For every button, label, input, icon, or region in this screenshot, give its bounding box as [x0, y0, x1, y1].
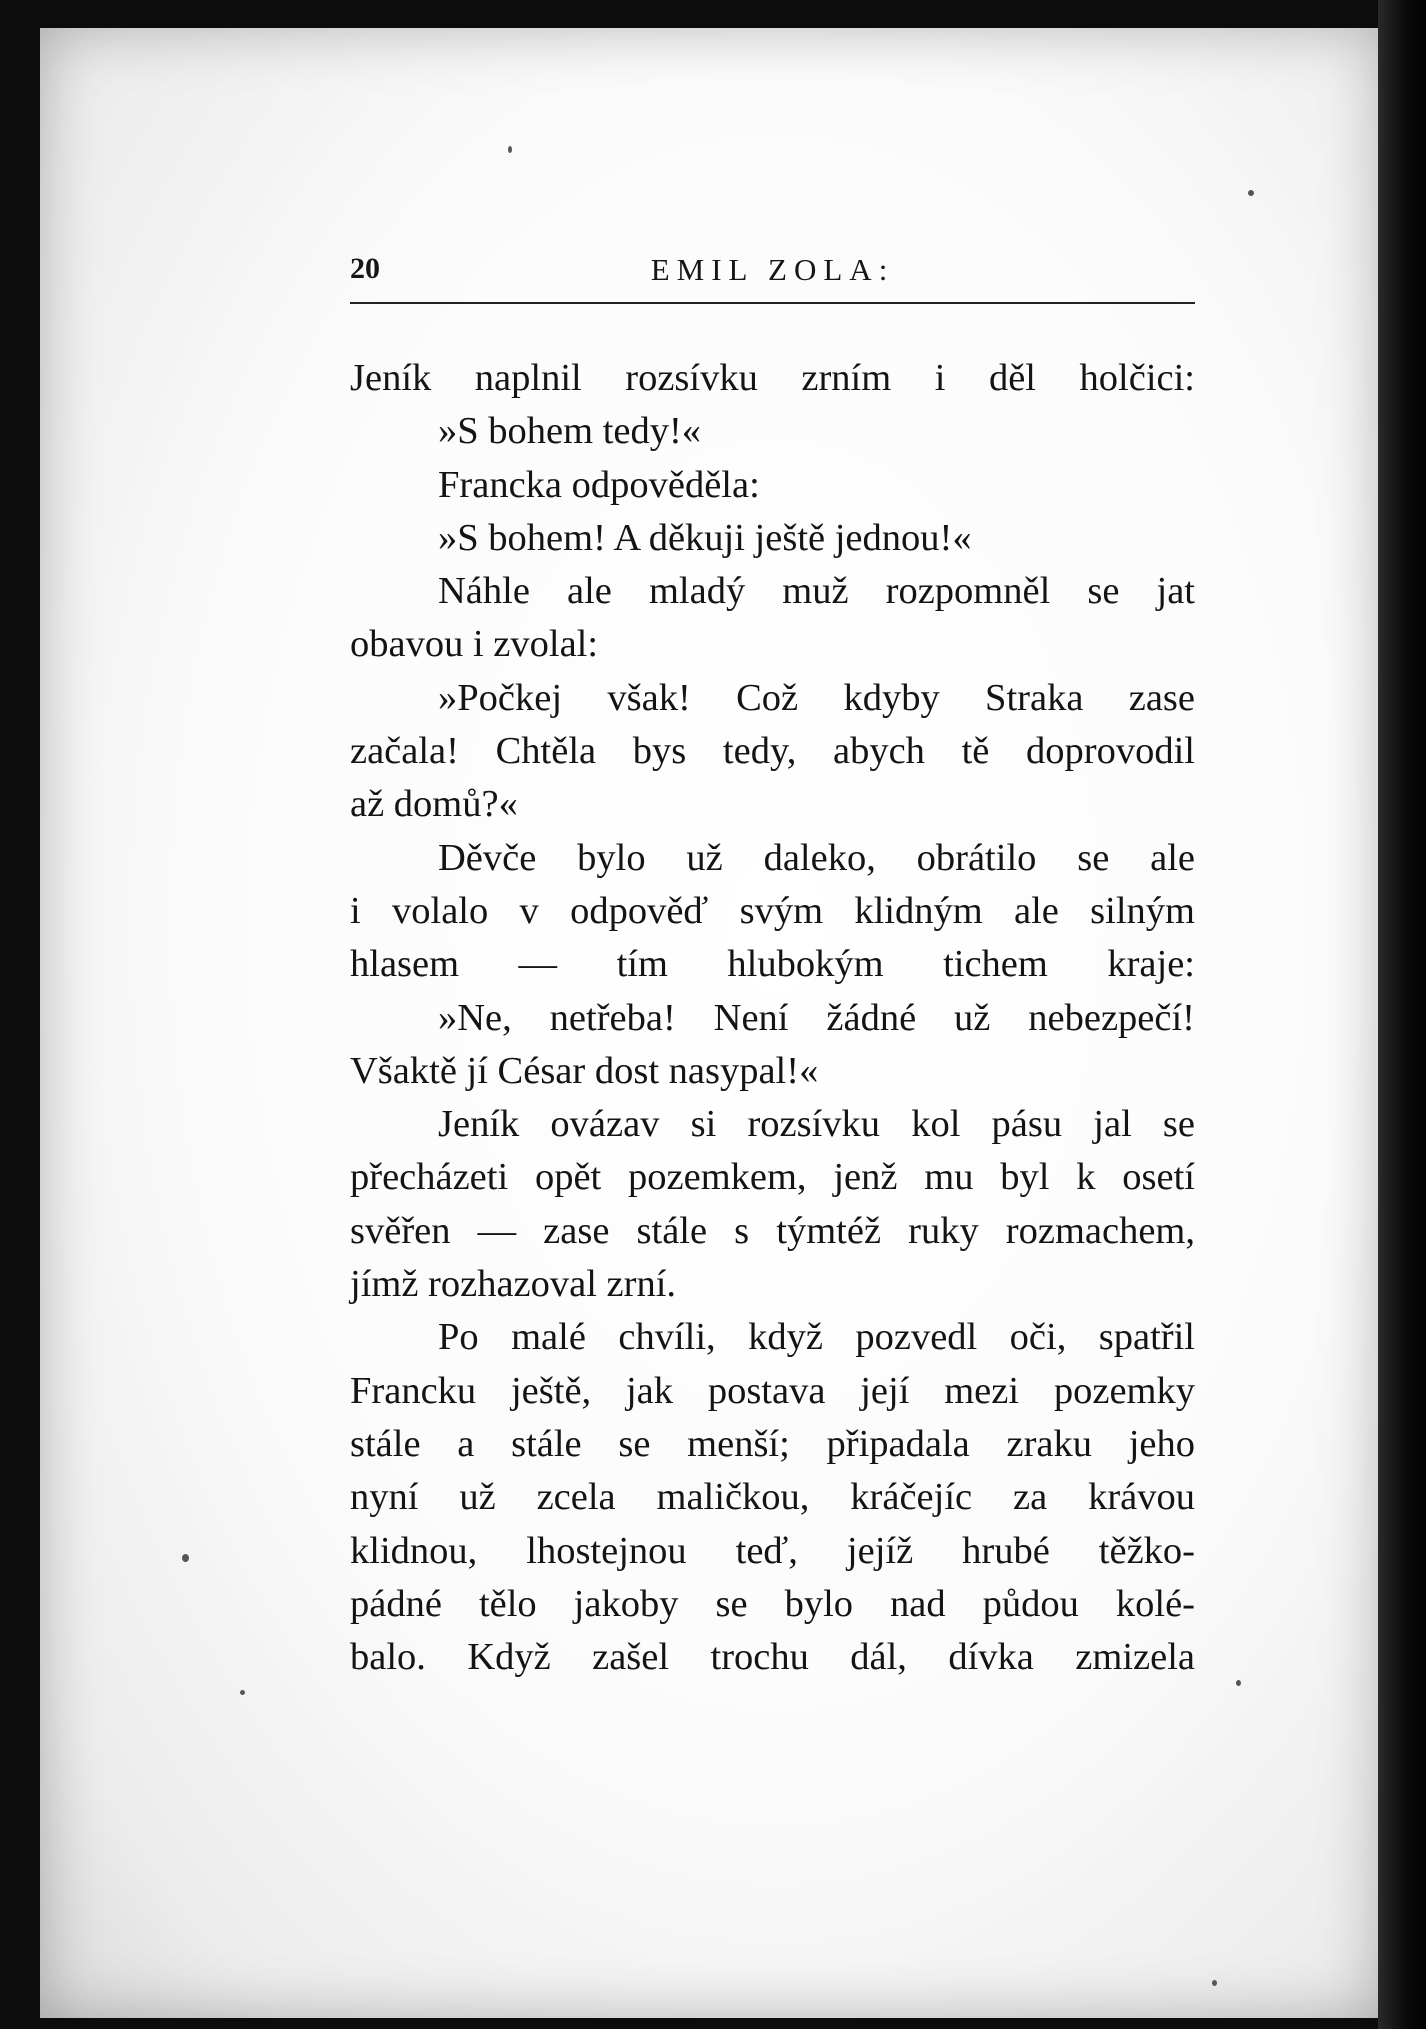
text-line: stále a stále se menší; připadala zraku jeho — [350, 1422, 1195, 1465]
running-head: EMIL ZOLA: — [650, 252, 895, 287]
text-line: pádné tělo jakoby se bylo nad půdou kolé- — [350, 1582, 1195, 1625]
page-header — [350, 250, 1195, 304]
text-line: Jeník ovázav si rozsívku kol pásu jal se — [438, 1103, 1195, 1146]
text-line: »Počkej však! Což kdyby Straka zase — [438, 676, 1195, 719]
ink-speck — [1248, 190, 1254, 196]
text-line: začala! Chtěla bys tedy, abych tě doprovodil — [350, 730, 1195, 773]
text-line: i volalo v odpověď svým klidným ale silným — [350, 889, 1195, 932]
text-line: »S bohem tedy!« — [438, 410, 702, 453]
text-line: obavou i zvolal: — [350, 623, 599, 666]
text-line: Francku ještě, jak postava její mezi pozemky — [350, 1369, 1195, 1412]
text-line: balo. Když zašel trochu dál, dívka zmizela — [350, 1636, 1195, 1679]
ink-speck — [1212, 1980, 1217, 1986]
book-spine-shadow — [1378, 0, 1426, 2029]
page-number: 20 — [350, 252, 380, 285]
text-line: Náhle ale mladý muž rozpomněl se jat — [438, 570, 1195, 613]
ink-speck — [508, 146, 512, 153]
text-line: hlasem — tím hlubokým tichem kraje: — [350, 943, 1195, 986]
ink-speck — [1236, 1680, 1241, 1686]
ink-speck — [182, 1554, 189, 1562]
body-text — [350, 352, 1195, 1684]
text-line: přecházeti opět pozemkem, jenž mu byl k osetí — [350, 1156, 1195, 1199]
ink-speck — [240, 1690, 245, 1695]
text-line: Jeník naplnil rozsívku zrním i děl holčici: — [350, 357, 1195, 399]
text-line: Po malé chvíli, když pozvedl oči, spatřil — [438, 1316, 1195, 1359]
text-line: svěřen — zase stále s týmtéž ruky rozmachem, — [350, 1209, 1195, 1252]
text-line: klidnou, lhostejnou teď, jejíž hrubé těžko- — [350, 1529, 1195, 1572]
text-line: »Ne, netřeba! Není žádné už nebezpečí! — [438, 996, 1195, 1039]
text-line: nyní už zcela maličkou, kráčejíc za krávou — [350, 1476, 1195, 1519]
text-line: Všaktě jí César dost nasypal!« — [350, 1049, 819, 1092]
text-line: Děvče bylo už daleko, obrátilo se ale — [438, 836, 1195, 879]
text-line: až domů?« — [350, 783, 518, 826]
text-line: »S bohem! A děkuji ještě jednou!« — [438, 516, 972, 559]
text-line: Francka odpověděla: — [438, 463, 760, 506]
text-line: jímž rozhazoval zrní. — [350, 1263, 677, 1306]
